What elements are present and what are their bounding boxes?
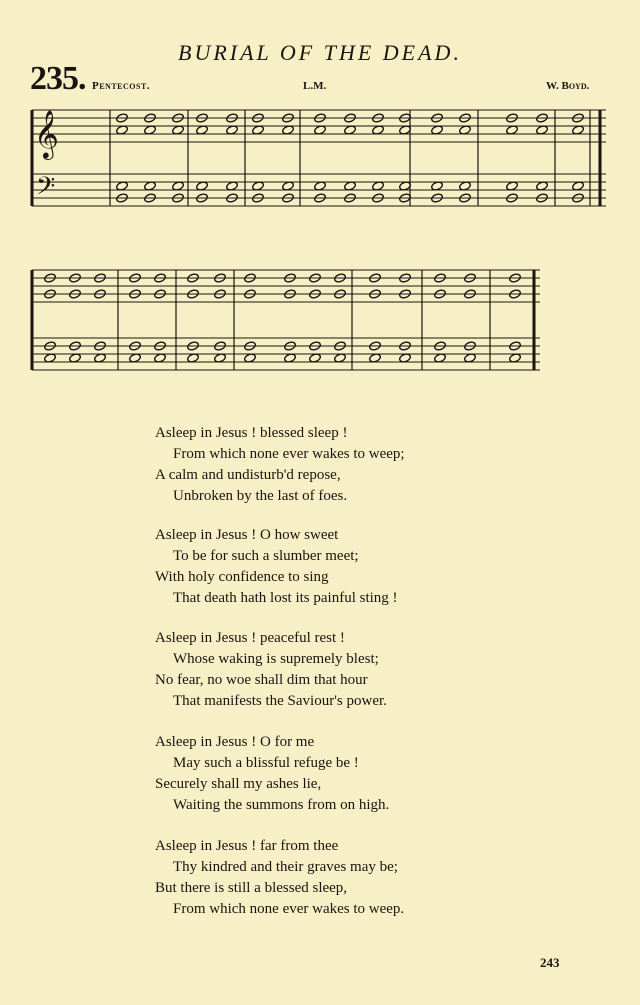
bass-clef-icon: 𝄢 xyxy=(36,172,56,207)
stanza-5 xyxy=(155,836,515,920)
stanza-line: Securely shall my ashes lie, xyxy=(155,776,322,792)
section-title: BURIAL OF THE DEAD. xyxy=(178,40,462,65)
stanza-2 xyxy=(155,525,515,609)
stanza-line: But there is still a blessed sleep, xyxy=(155,880,348,896)
stanza-line: A calm and undisturb'd repose, xyxy=(155,467,341,483)
stanza-line: Asleep in Jesus ! O for me xyxy=(155,734,315,750)
stanza-line: No fear, no woe shall dim that hour xyxy=(155,672,368,688)
hymn-number: 235. xyxy=(30,60,86,97)
music-score xyxy=(0,0,640,390)
stanza-line: Unbroken by the last of foes. xyxy=(173,488,348,504)
stanza-line: From which none ever wakes to weep; xyxy=(173,446,405,462)
composer: W. Boyd. xyxy=(546,80,590,92)
tune-name: Pentecost. xyxy=(92,80,151,92)
stanza-line: Asleep in Jesus ! peaceful rest ! xyxy=(155,630,345,646)
treble-clef-icon: 𝄞 xyxy=(34,109,59,158)
stanza-line: From which none ever wakes to weep. xyxy=(173,901,405,917)
stanza-line: Asleep in Jesus ! O how sweet xyxy=(155,527,339,543)
stanza-line: May such a blissful refuge be ! xyxy=(173,755,359,771)
stanza-line: Thy kindred and their graves may be; xyxy=(173,859,398,875)
stanza-line: Waiting the summons from on high. xyxy=(173,797,390,813)
stanza-1 xyxy=(155,423,515,507)
meter: L.M. xyxy=(303,80,327,92)
stanza-line: To be for such a slumber meet; xyxy=(173,548,359,564)
stanza-4 xyxy=(155,732,515,816)
page-number: 243 xyxy=(540,955,560,970)
stanza-line: That manifests the Saviour's power. xyxy=(173,693,387,709)
stanza-line: Asleep in Jesus ! blessed sleep ! xyxy=(155,425,348,441)
stanza-line: Asleep in Jesus ! far from thee xyxy=(155,838,339,854)
stanza-line: With holy confidence to sing xyxy=(155,569,329,585)
stanza-line: That death hath lost its painful sting ! xyxy=(173,590,398,606)
stanza-3 xyxy=(155,628,515,712)
stanza-line: Whose waking is supremely blest; xyxy=(173,651,379,667)
